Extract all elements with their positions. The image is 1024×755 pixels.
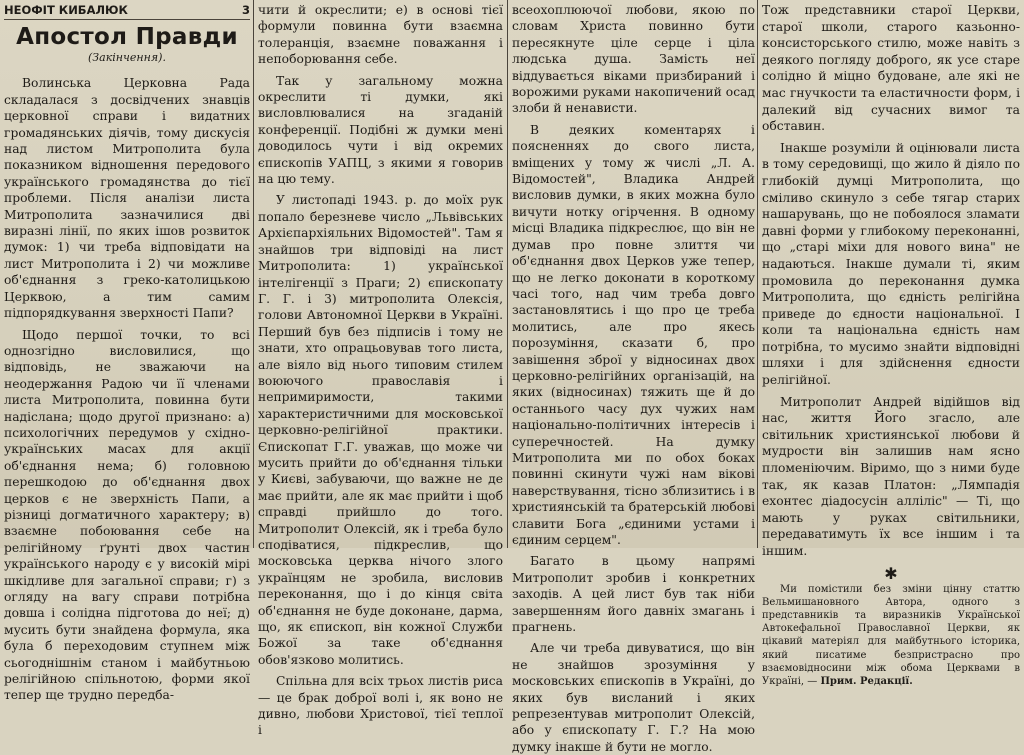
paragraph: Щодо першої точки, то всі однозгідно висловилися, що відповідь, не зважаючи на неодержання Радою чи її членами листа Митрополита, повинна бути надіслана; щодо другої признано: а) психологічних передумов у східно-українських масах для акції об'єднання нема; б) головною перешкодою до об'єднання двох церков є не зверхність Папи, а різниці догматичного характеру; в) взаємне побоювання себе на релігійному ґрунті двох частин українського народу є у високій мірі шкідливе для загальної справи; г) з огляду на вагу справи потрібна довша і солідна підготова до неї; д) мусить бути знайдена формула, яка була б переходовим ступнем між сьогоднішнім станом і майбутньою релігійною спільнотою, форми якої тепер ще трудно передба-	[4, 327, 250, 703]
paragraph: У листопаді 1943. р. до моїх рук попало березневе число „Львівських Архієпархіяльних Відомостей". Там я знайшов три відповіді на лист Митрополита: 1) української інтелігенції з Праги; 2) єпископату Г. Г. і 3) митрополита Олексія, голови Автономної Церкви в Україні. Перший був без підписів і тому не знати, хто опрацьовував того листа, але віяло від нього типовим стилем воюючого православія і непримиримости, такими характеристичними для московської церковно-релігійної практики. Єпископат Г.Г. уважав, що може чи мусить прийти до об'єднання тільки у Києві, забуваючи, що важне не де має прийти, але як має прийти і щоб справді прийшло до того. Митрополит Олексій, як і треба було сподіватися, підкреслив, що московська церква нічого злого українцям не зробила, висловив переконання, що і до кінця світа об'єднання не буде доконане, дарма, що, як єпископ, він кожної Служби Божої за таке об'єднання обов'язково молитись.	[258, 193, 503, 667]
column-divider	[253, 0, 254, 548]
paragraph: Спільна для всіх трьох листів риса — це брак доброї волі і, як воно не дивно, любови Христової, тієї теплої і	[258, 674, 503, 738]
author-name: НЕОФІТ КИБАЛЮК	[4, 3, 128, 17]
column-divider	[757, 0, 758, 548]
article-title: Апостол Правди	[16, 24, 238, 51]
paragraph: Інакше розуміли й оцінювали листа в тому середовищі, що жило й діяло по глибокій думці Митрополита, що сміливо скинуло з себе тягар старих нашарувань, що не побоялося зламати давні форми у глибокому переконанні, що „старі міхи для нового вина" не надаються. Інакше думали ті, яким промовила до переконання думка Митрополита, що єдність релігійна приведе до єдности національної. І коли та національна єдність нам потрібна, то мусимо знайти відповідні шляхи і для здійснення єдности релігійної.	[762, 140, 1020, 388]
paragraph: Волинська Церковна Рада складалася з досвідчених знавців церковної справи і видатних громадянських діячів, тому дискусія над листом Митрополита була показником відношення передового українського громадянства до тієї проблеми. Після аналізи листа Митрополита зазначилися дві виразні лінії, по яких ішов розвиток думок: 1) чи треба відповідати на лист Митрополита і 2) чи можливе об'єднання з греко-католицькою Церквою, а тим самим підпорядкування зверхності Папи?	[4, 76, 250, 321]
page-number: 3	[241, 3, 250, 17]
editorial-note	[762, 583, 1020, 689]
page-header	[4, 2, 250, 20]
article-subtitle: (Закінчення).	[88, 51, 166, 65]
paragraph: Багато в цьому напрямі Митрополит зробив і конкретних заходів. А цей лист був так ніби завершенням його давніх змагань і прагнень.	[512, 554, 755, 635]
paragraph: всеохоплюючої любови, якою по словам Христа повинно бути пересякнуте ціле серце і ціла людська душа. Замість неї віддувається віками призбираний і ворожими руками накопичений осад злоби й ненависти.	[512, 3, 755, 116]
paragraph: Але чи треба дивуватися, що він не знайшов зрозуміння у московських єпископів в Україні, до яких був висланий і яких репрезентував митрополит Олексій, або у єпископату Г. Г.? На мою думку інакше й бути не могло.	[512, 641, 755, 754]
paragraph: Тож представники старої Церкви, старої школи, старого казьонно-консисторського стилю, може навіть з деякого погляду доброго, як усе старе солідно й міцно будоване, але які не мас гнучкости та еластичности форм, і далекий від сучасних вимог та обставин.	[762, 3, 1020, 134]
paragraph: Так у загальному можна окреслити ті думки, які висловлювалися на згаданій конференції. Подібні ж думки мені доводилось чути і від окремих єпископів УАПЦ, з якими я говорив на цю тему.	[258, 73, 503, 187]
paragraph: Митрополит Андрей відійшов від нас, життя Його згасло, але світильник християнської любови й мудрости він залишив нам ясно пломеніючим. Віримо, що з ними буде так, як казав Платон: „Лямпадія ехонтес діадосусін алліліс" — Ті, що мають у руках світильники, передаватимуть їх все іншим і та іншим.	[762, 394, 1020, 558]
column-2	[258, 2, 503, 738]
editorial-note-text: Ми помістили без зміни цінну статтю Вельмишановного Автора, одного з представників та виразників Української Автокефальної Православної Церкви, як цікавий матеріял для майбутнього історика, який писатиме безпристрасно про взаємовідносини між обома Церквами в Україні, —	[762, 583, 1020, 688]
editorial-signature: Прим. Редакції.	[820, 676, 913, 688]
paragraph: В деяких коментарях і поясненнях до свого листа, вміщених у тому ж числі „Л. А. Відомостей", Владика Андрей висловив думки, в яких можна було вичути нотку огірчення. В одному місці Владика підкреслює, що він не думав про повне злиття чи об'єднання двох Церков уже тепер, що не легко доконати в короткому часі того, над чим треба довго застановлятись і що про це треба молитись, але про якесь порозуміння, сказати б, про завішення зброї у відносинах двох церковно-релігійних організацій, на яких (відносинах) тяжить ще й до останнього часу дух чужих нам національно-політичних інтересів і суперечностей. На думку Митрополита ми по обох боках повинні скинути чужі нам вікові наверствування, тісно зблизитись і в християнській та братерській любові славити Бога „єдиними устами і єдиним серцем".	[512, 122, 755, 547]
column-divider	[507, 0, 508, 548]
paragraph: чити й окреслити; е) в основі тієї формули повинна бути взаємна толеранція, взаємне поважання і непоборювання себе.	[258, 3, 503, 67]
column-4	[762, 2, 1020, 688]
column-1	[4, 2, 250, 703]
section-separator: ✱	[884, 563, 898, 583]
column-3	[512, 2, 755, 754]
